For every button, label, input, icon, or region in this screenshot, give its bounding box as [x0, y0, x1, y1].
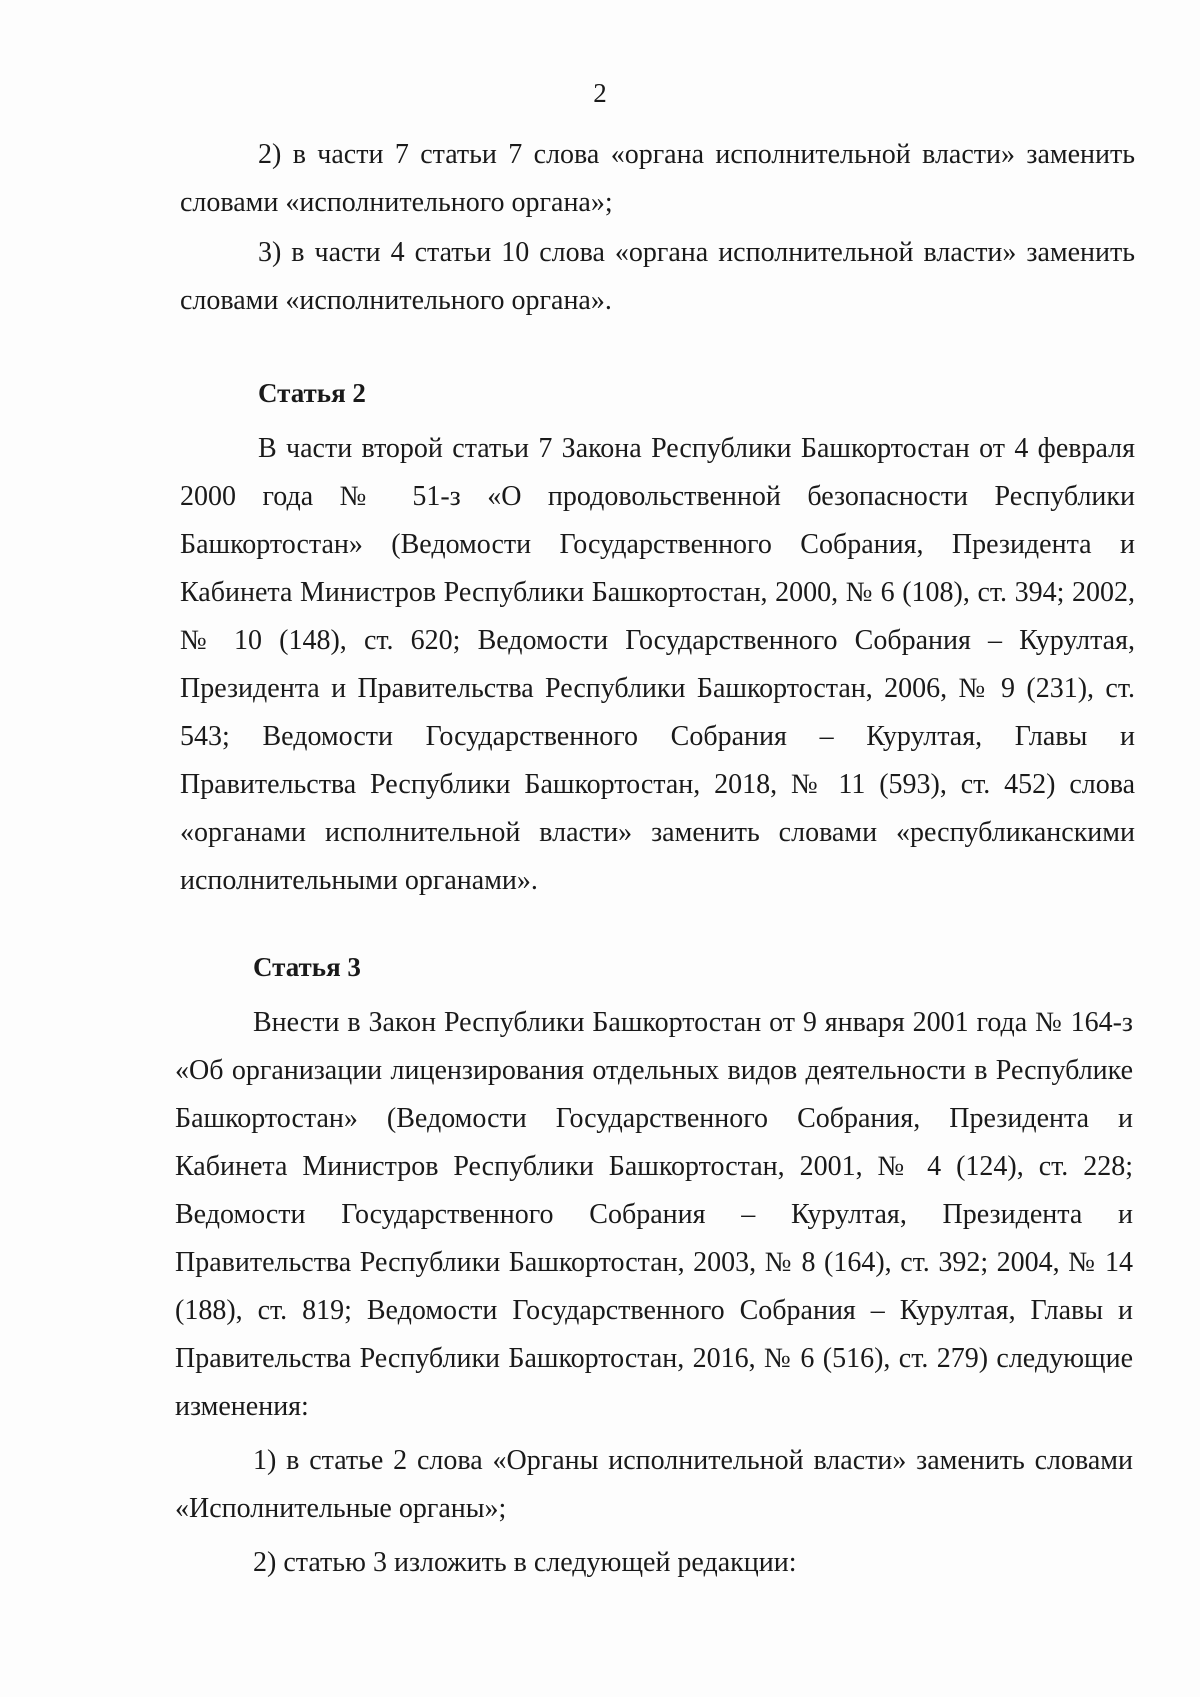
article-3-item-2: 2) статью 3 изложить в следующей редакции: — [253, 1547, 797, 1578]
intro-item-2: 2) в части 7 статьи 7 слова «органа исполнительной власти» заменить словами «исполнительного органа»; — [180, 139, 1135, 218]
intro-items — [180, 131, 1135, 325]
page-number: 2 — [593, 78, 607, 108]
article-2-heading: Статья 2 — [258, 378, 366, 408]
article-3-item-1: 1) в статье 2 слова «Органы исполнительной власти» заменить словами «Исполнительные органы»; — [175, 1445, 1133, 1524]
article-3-heading: Статья 3 — [253, 952, 361, 982]
intro-item-3: 3) в части 4 статьи 10 слова «органа исполнительной власти» заменить словами «исполнительного органа». — [180, 237, 1135, 316]
article-3-section — [175, 943, 1133, 1587]
article-2-section — [180, 369, 1135, 905]
article-2-body: В части второй статьи 7 Закона Республики Башкортостан от 4 февраля 2000 года № 51-з «О продовольственной безопасности Республики Башкортостан» (Ведомости Государственного Собрания, Президента и Кабинета Министров Республики Башкортостан, 2000, № 6 (108), ст. 394; 2002, № 10 (148), ст. 620; Ведомости Государственного Собрания – Курултая, Президента и Правительства Республики Башкортостан, 2006, № 9 (231), ст. 543; Ведомости Государственного Собрания – Курултая, Главы и Правительства Республики Башкортостан, 2018, № 11 (593), ст. 452) слова «органами исполнительной власти» заменить словами «республиканскими исполнительными органами». — [180, 433, 1135, 896]
article-3-body: Внести в Закон Республики Башкортостан от 9 января 2001 года № 164-з «Об организации лицензирования отдельных видов деятельности в Республике Башкортостан» (Ведомости Государственного Собрания, Президента и Кабинета Министров Республики Башкортостан, 2001, № 4 (124), ст. 228; Ведомости Государственного Собрания – Курултая, Президента и Правительства Республики Башкортостан, 2003, № 8 (164), ст. 392; 2004, № 14 (188), ст. 819; Ведомости Государственного Собрания – Курултая, Главы и Правительства Республики Башкортостан, 2016, № 6 (516), ст. 279) следующие изменения: — [175, 1007, 1133, 1422]
